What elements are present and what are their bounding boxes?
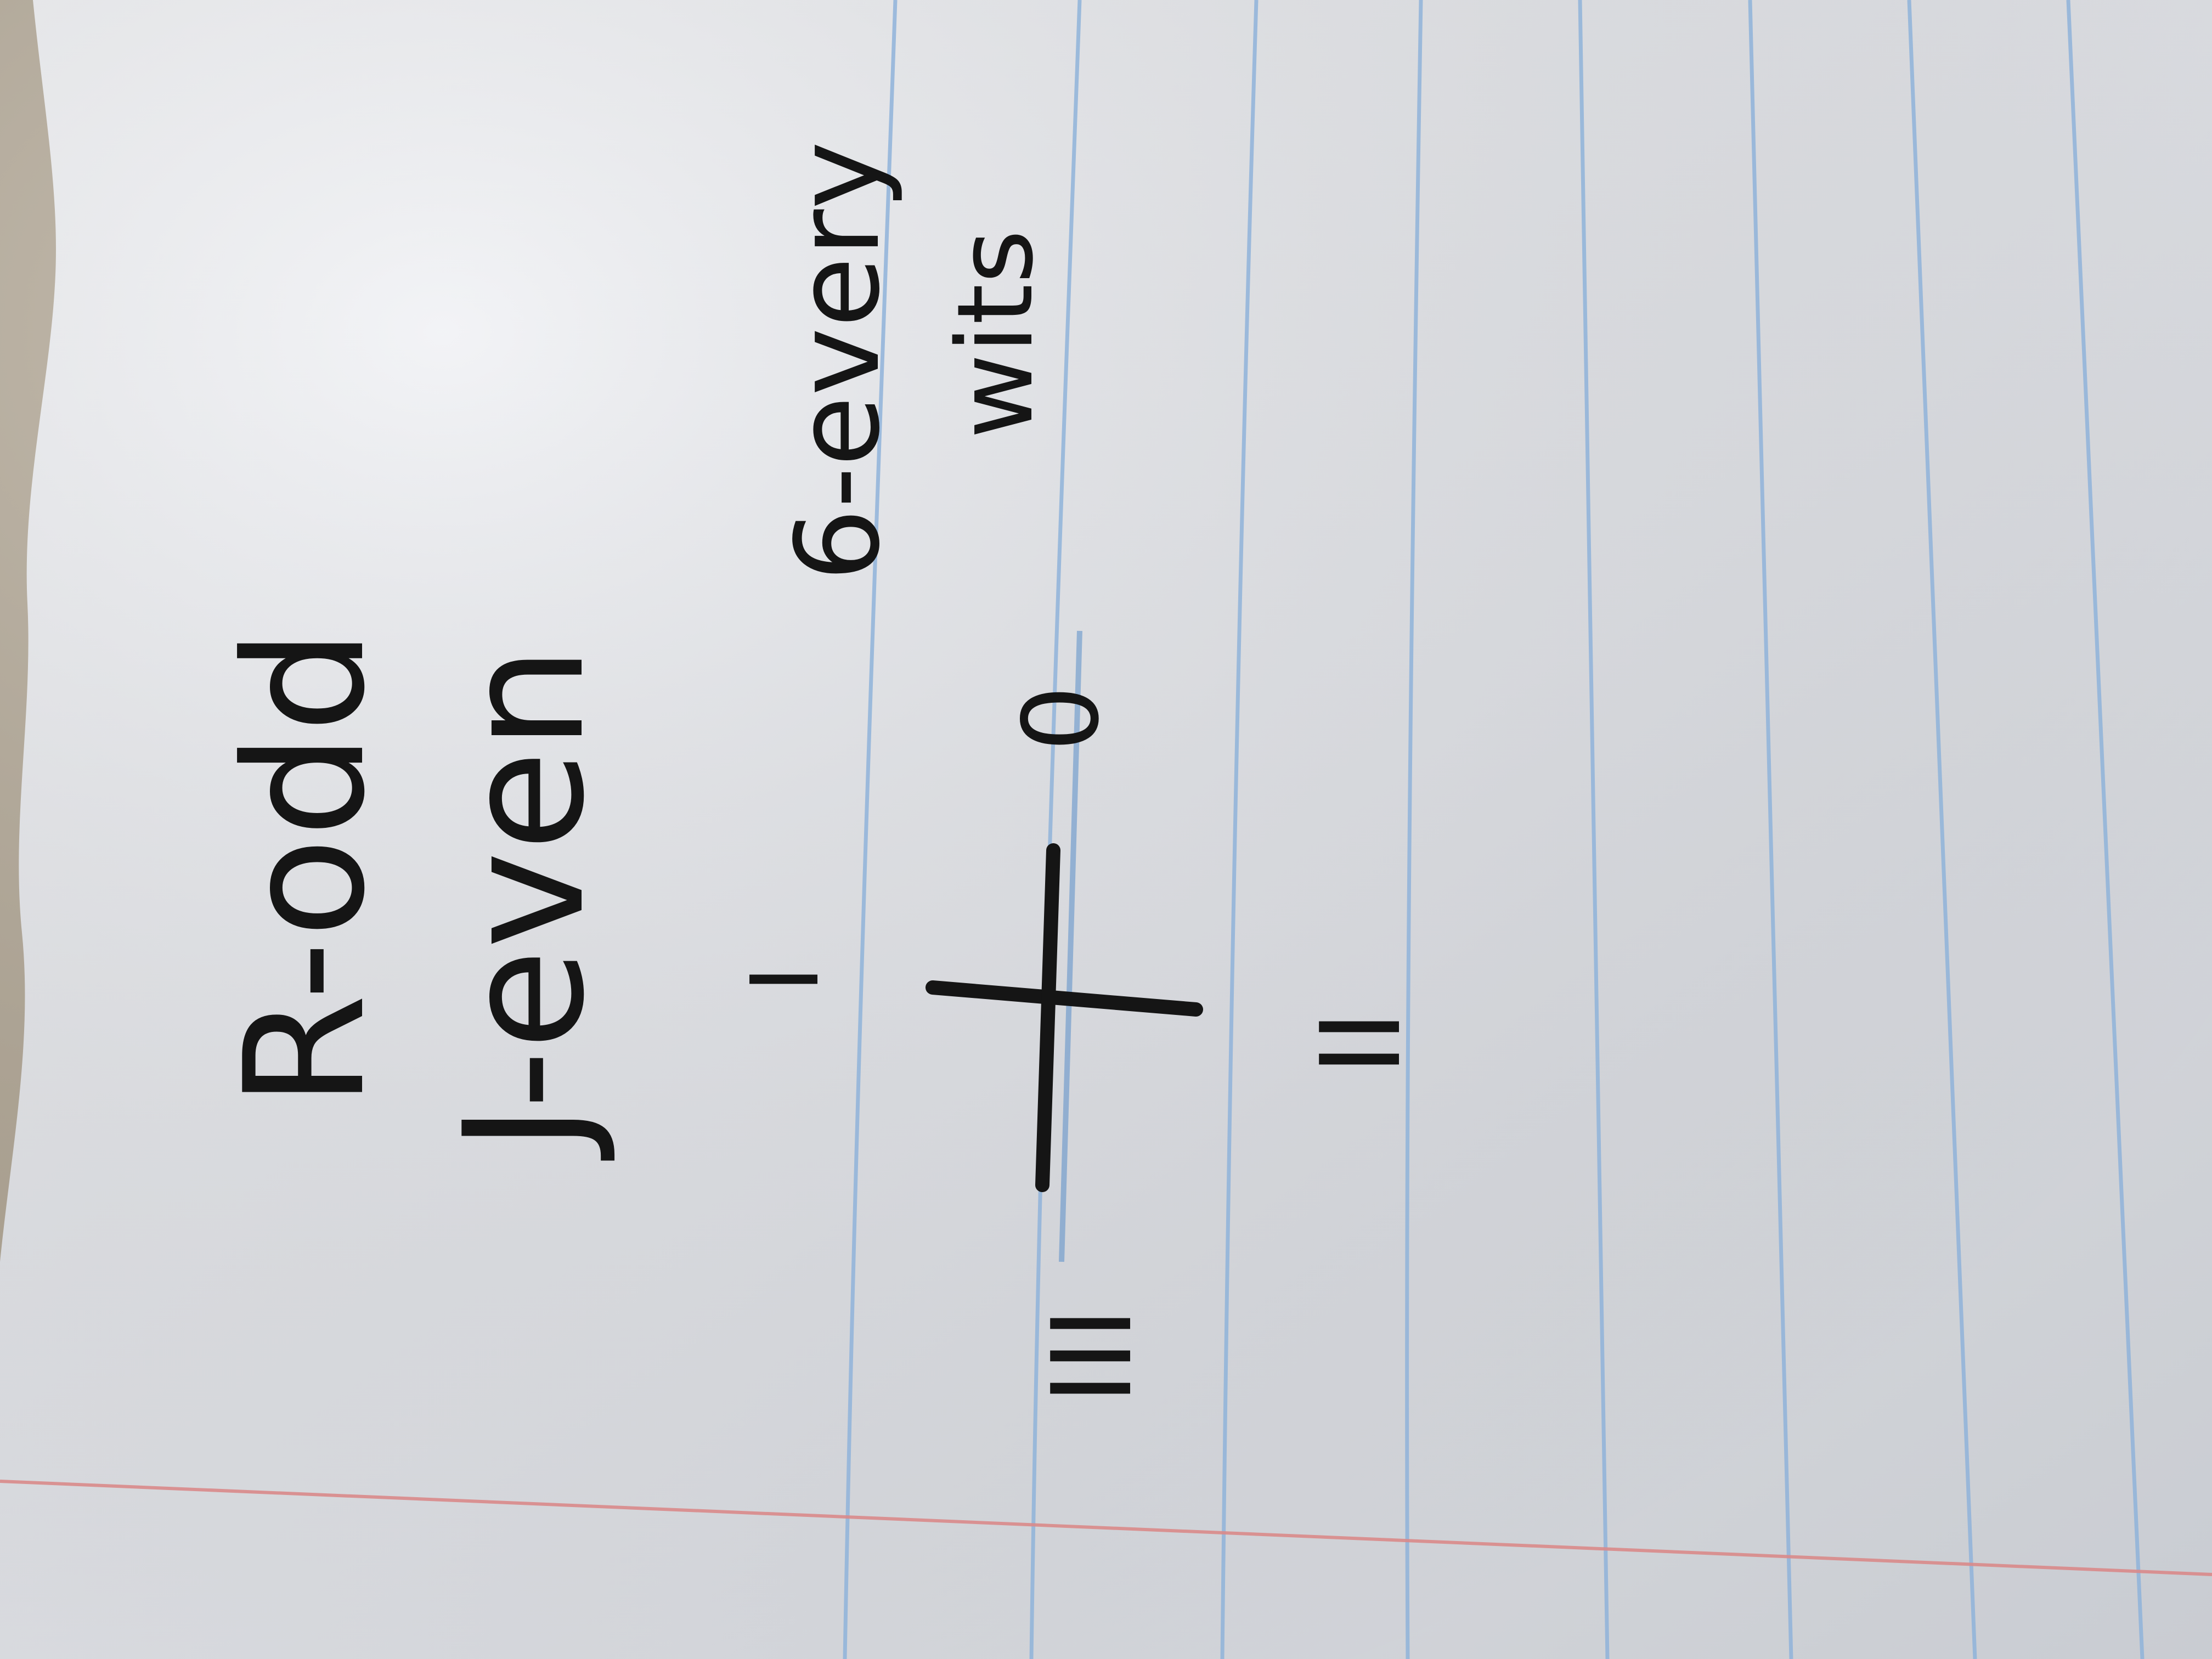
label-top-text: I: [731, 965, 840, 993]
label-center-text: 0: [1001, 685, 1122, 752]
note-line-1: [210, 628, 401, 1108]
label-left-text: III: [1029, 1307, 1156, 1404]
label-bottom-text: II: [1297, 1011, 1425, 1075]
label-left: [1029, 1307, 1156, 1404]
note-text-wits: wits: [935, 229, 1056, 439]
label-bottom: [1297, 1011, 1425, 1075]
note-text-j-even: J-even: [429, 646, 620, 1152]
label-center: [1001, 685, 1122, 752]
note-text-r-odd: R-odd: [210, 628, 401, 1108]
note-line-4: [935, 229, 1056, 439]
note-line-3: [771, 141, 905, 582]
label-top: [731, 966, 840, 993]
note-line-2: [429, 646, 620, 1163]
note-text-6-every: 6-every: [771, 141, 905, 582]
